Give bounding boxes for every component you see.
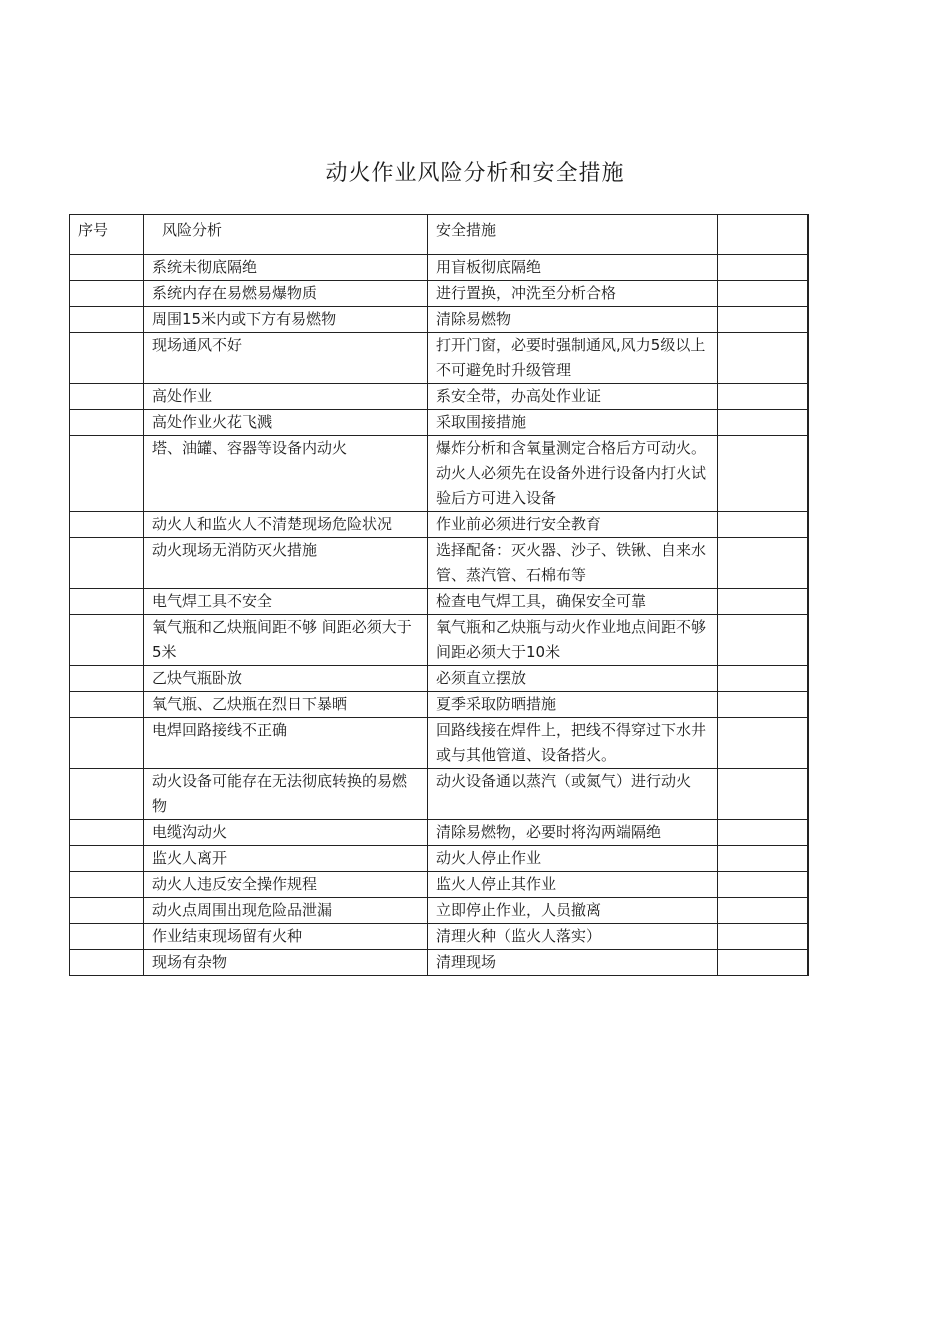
- table-row: [70, 718, 808, 769]
- cell-safety-measure: 用盲板彻底隔绝: [428, 255, 718, 281]
- cell-extra: [718, 872, 808, 898]
- table-header-row: [70, 215, 808, 255]
- table-row: [70, 898, 808, 924]
- cell-index: [70, 436, 144, 512]
- cell-extra: [718, 615, 808, 666]
- table-row: [70, 410, 808, 436]
- cell-index: [70, 898, 144, 924]
- cell-risk-analysis: 氧气瓶、乙炔瓶在烈日下暴晒: [144, 692, 428, 718]
- cell-extra: [718, 436, 808, 512]
- header-safety-measures: 安全措施: [428, 215, 718, 255]
- cell-risk-analysis: 高处作业: [144, 384, 428, 410]
- cell-extra: [718, 769, 808, 820]
- cell-index: [70, 538, 144, 589]
- cell-safety-measure: 检查电气焊工具，确保安全可靠: [428, 589, 718, 615]
- cell-risk-analysis: 现场通风不好: [144, 333, 428, 384]
- cell-index: [70, 718, 144, 769]
- cell-index: [70, 872, 144, 898]
- cell-safety-measure: 选择配备：灭火器、沙子、铁锹、自来水管、蒸汽管、石棉布等: [428, 538, 718, 589]
- table-row: [70, 281, 808, 307]
- table-row: [70, 872, 808, 898]
- cell-extra: [718, 255, 808, 281]
- cell-risk-analysis: 乙炔气瓶卧放: [144, 666, 428, 692]
- cell-safety-measure: 必须直立摆放: [428, 666, 718, 692]
- cell-index: [70, 512, 144, 538]
- cell-index: [70, 820, 144, 846]
- cell-index: [70, 666, 144, 692]
- cell-risk-analysis: 动火人违反安全操作规程: [144, 872, 428, 898]
- cell-risk-analysis: 系统未彻底隔绝: [144, 255, 428, 281]
- cell-extra: [718, 820, 808, 846]
- cell-safety-measure: 动火设备通以蒸汽（或氮气）进行动火: [428, 769, 718, 820]
- cell-extra: [718, 538, 808, 589]
- cell-safety-measure: 清除易燃物，必要时将沟两端隔绝: [428, 820, 718, 846]
- cell-extra: [718, 307, 808, 333]
- cell-safety-measure: 作业前必须进行安全教育: [428, 512, 718, 538]
- cell-index: [70, 255, 144, 281]
- cell-safety-measure: 监火人停止其作业: [428, 872, 718, 898]
- cell-extra: [718, 333, 808, 384]
- cell-extra: [718, 666, 808, 692]
- cell-safety-measure: 系安全带，办高处作业证: [428, 384, 718, 410]
- cell-safety-measure: 夏季采取防晒措施: [428, 692, 718, 718]
- cell-extra: [718, 898, 808, 924]
- header-extra: [718, 215, 808, 255]
- page-title: 动火作业风险分析和安全措施: [325, 160, 625, 186]
- table-row: [70, 846, 808, 872]
- cell-safety-measure: 清除易燃物: [428, 307, 718, 333]
- cell-index: [70, 281, 144, 307]
- cell-risk-analysis: 塔、油罐、容器等设备内动火: [144, 436, 428, 512]
- cell-index: [70, 769, 144, 820]
- table-row: [70, 333, 808, 384]
- table-row: [70, 924, 808, 950]
- cell-index: [70, 410, 144, 436]
- cell-index: [70, 924, 144, 950]
- table-row: [70, 769, 808, 820]
- cell-risk-analysis: 监火人离开: [144, 846, 428, 872]
- cell-extra: [718, 718, 808, 769]
- cell-index: [70, 615, 144, 666]
- table-row: [70, 538, 808, 589]
- cell-risk-analysis: 高处作业火花飞溅: [144, 410, 428, 436]
- cell-risk-analysis: 动火人和监火人不清楚现场危险状况: [144, 512, 428, 538]
- cell-index: [70, 384, 144, 410]
- table-row: [70, 436, 808, 512]
- cell-safety-measure: 氧气瓶和乙炔瓶与动火作业地点间距不够 间距必须大于10米: [428, 615, 718, 666]
- cell-risk-analysis: 电气焊工具不安全: [144, 589, 428, 615]
- cell-extra: [718, 924, 808, 950]
- cell-extra: [718, 589, 808, 615]
- table-row: [70, 820, 808, 846]
- cell-risk-analysis: 氧气瓶和乙炔瓶间距不够 间距必须大于5米: [144, 615, 428, 666]
- risk-analysis-table: [69, 214, 809, 976]
- header-risk-analysis: 风险分析: [144, 215, 428, 255]
- cell-safety-measure: 清理现场: [428, 950, 718, 976]
- table-row: [70, 307, 808, 333]
- cell-index: [70, 950, 144, 976]
- table-row: [70, 384, 808, 410]
- cell-safety-measure: 清理火种（监火人落实）: [428, 924, 718, 950]
- cell-risk-analysis: 动火现场无消防灭火措施: [144, 538, 428, 589]
- cell-index: [70, 846, 144, 872]
- cell-risk-analysis: 现场有杂物: [144, 950, 428, 976]
- cell-index: [70, 333, 144, 384]
- cell-safety-measure: 采取围接措施: [428, 410, 718, 436]
- cell-risk-analysis: 动火点周围出现危险品泄漏: [144, 898, 428, 924]
- cell-index: [70, 307, 144, 333]
- cell-risk-analysis: 作业结束现场留有火种: [144, 924, 428, 950]
- cell-extra: [718, 281, 808, 307]
- header-index: 序号: [70, 215, 144, 255]
- cell-safety-measure: 回路线接在焊件上，把线不得穿过下水井或与其他管道、设备搭火。: [428, 718, 718, 769]
- cell-risk-analysis: 电焊回路接线不正确: [144, 718, 428, 769]
- cell-safety-measure: 打开门窗，必要时强制通风,风力5级以上不可避免时升级管理: [428, 333, 718, 384]
- cell-extra: [718, 384, 808, 410]
- cell-safety-measure: 立即停止作业，人员撤离: [428, 898, 718, 924]
- cell-extra: [718, 950, 808, 976]
- table-row: [70, 615, 808, 666]
- cell-risk-analysis: 电缆沟动火: [144, 820, 428, 846]
- cell-extra: [718, 512, 808, 538]
- table-row: [70, 950, 808, 976]
- table-body: [70, 215, 808, 976]
- cell-safety-measure: 爆炸分析和含氧量测定合格后方可动火。动火人必须先在设备外进行设备内打火试验后方可进入设备: [428, 436, 718, 512]
- cell-extra: [718, 846, 808, 872]
- cell-safety-measure: 动火人停止作业: [428, 846, 718, 872]
- cell-extra: [718, 692, 808, 718]
- table-row: [70, 589, 808, 615]
- cell-index: [70, 589, 144, 615]
- table-row: [70, 255, 808, 281]
- table-row: [70, 666, 808, 692]
- table-row: [70, 512, 808, 538]
- cell-risk-analysis: 系统内存在易燃易爆物质: [144, 281, 428, 307]
- table-row: [70, 692, 808, 718]
- cell-risk-analysis: 动火设备可能存在无法彻底转换的易燃物: [144, 769, 428, 820]
- cell-safety-measure: 进行置换，冲洗至分析合格: [428, 281, 718, 307]
- cell-risk-analysis: 周围15米内或下方有易燃物: [144, 307, 428, 333]
- cell-extra: [718, 410, 808, 436]
- cell-index: [70, 692, 144, 718]
